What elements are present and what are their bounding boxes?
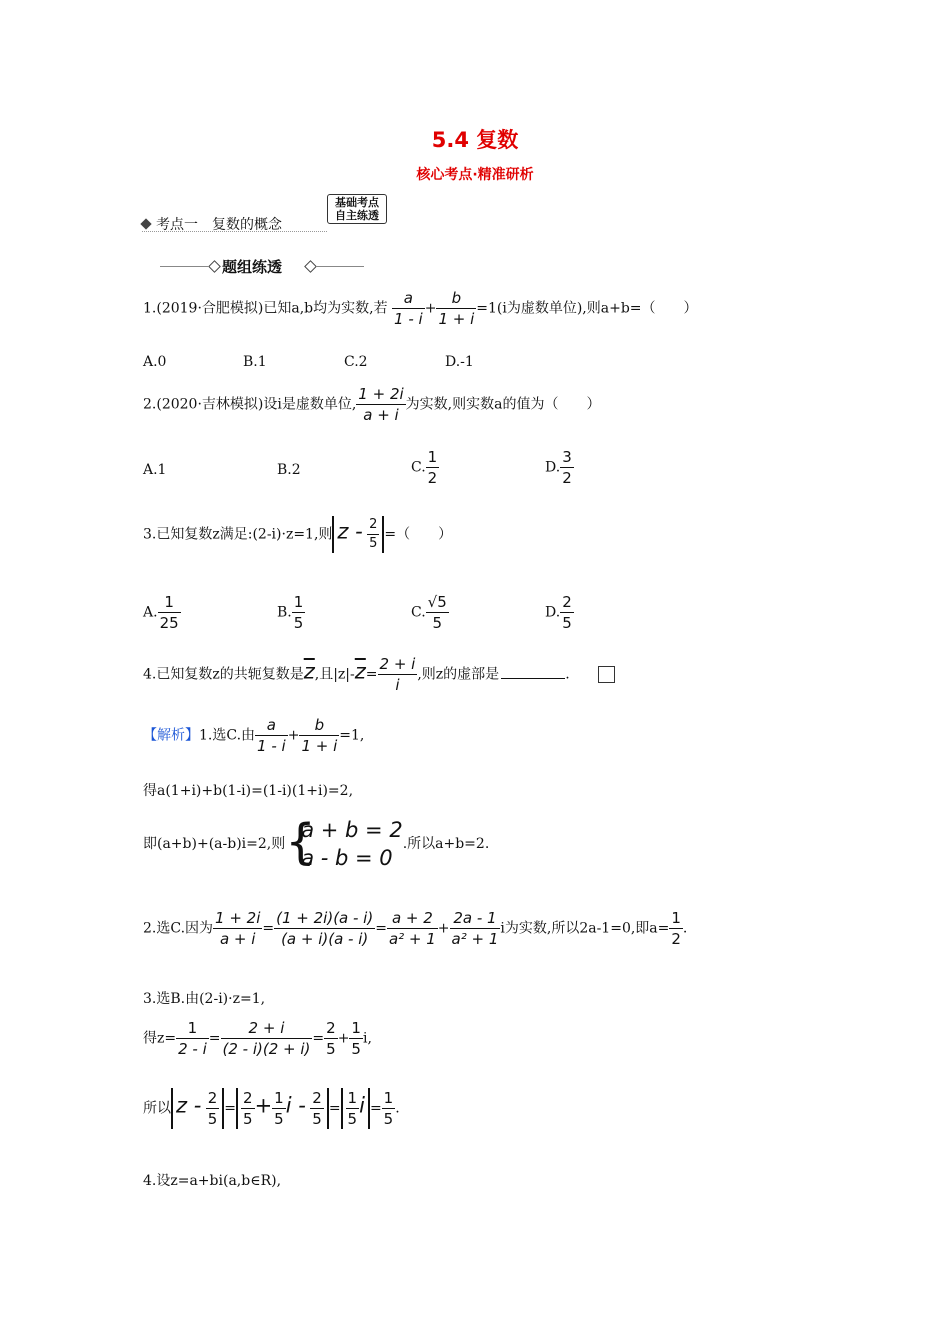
diamond-icon (208, 260, 221, 273)
drill-title: 题组练透 (222, 258, 283, 276)
drill-banner (160, 256, 365, 276)
q2-option-a: A.1 (143, 462, 167, 478)
q3-prefix: 3.已知复数z满足:(2-i)·z=1,则 (143, 526, 333, 543)
solution-2: 2.选C.因为 $\frac{1 + 2i}{a + i}$ = $\frac{(1 + 2i)(a - i)}{(a + i)(a - i)}$ = $\frac{a + 2}{\text{a² + 1}}$ + $\frac{2a - 1}{\text{a² + 1}}$ i为实数,所以2a-1=0,即a= $\frac{1}{2}$ . (143, 909, 688, 948)
q4-prefix: 4.已知复数z的共轭复数是 (143, 666, 304, 683)
solution-1-line-3: 即(a+b)+(a-b)i=2,则 { a + b = 2 a - b = 0 .所以a+b=2. (143, 814, 490, 870)
tag-line-2: 自主练透 (335, 209, 379, 222)
solution-3-line-3: 所以 z - $\frac{2}{5}$ = $\frac{2}{5}$ + $\frac{1}{5}$ i - $\frac{2}{5}$ = $\frac{1}{5}$ i = $\frac{1}{5}$ . (143, 1089, 400, 1128)
equation-system: { a + b = 2 a - b = 0 (285, 814, 403, 870)
q1-fraction-a: $\frac{a}{1 - i}$ (394, 289, 423, 328)
solution-1: 【解析】1.选C.由 $\frac{a}{1 - i}$ + $\frac{b}{1 + i}$ =1, (143, 716, 365, 755)
q3-option-d: D. $\frac{2}{5}$ (545, 593, 572, 632)
q4-suffix: ,则z的虚部是 (417, 666, 500, 683)
q2-option-b: B.2 (277, 462, 301, 478)
q3-option-b: B. $\frac{1}{5}$ (277, 593, 304, 632)
q1-plus: + (424, 300, 437, 317)
q3-option-a: A. $\frac{1}{25}$ (143, 593, 179, 632)
solution-3-line-1: 3.选B.由(2-i)·z=1, (143, 991, 266, 1007)
q1-option-c: C.2 (344, 354, 368, 370)
page-subtitle: 核心考点·精准研析 (416, 167, 534, 183)
solution-1-line-2: 得a(1+i)+b(1-i)=(1-i)(1+i)=2, (143, 783, 354, 799)
answer-blank[interactable] (501, 678, 565, 679)
drill-line-left (160, 266, 208, 267)
question-4: 4.已知复数z的共轭复数是$\overline{z}$,且$|z|-\overline{z}=$ $\frac{2 + i}{i}$ ,则z的虚部是 . (143, 654, 615, 695)
q1-suffix: =1(i为虚数单位),则a+b=（ ） (476, 300, 698, 317)
q1-option-b: B.1 (243, 354, 267, 370)
solution-label: 【解析】 (143, 727, 199, 744)
q1-option-d: D.-1 (445, 354, 474, 370)
section-underline (142, 231, 327, 232)
diamond-icon (140, 218, 151, 229)
q1-fraction-b: $\frac{b}{1 + i}$ (438, 289, 475, 328)
q1-option-a: A.0 (143, 354, 167, 370)
question-3 (143, 516, 452, 553)
q2-prefix: 2.(2020·吉林模拟)设i是虚数单位, (143, 396, 357, 413)
q3-suffix: =（ ） (384, 526, 453, 543)
q2-fraction: $\frac{1 + 2i}{a + i}$ (358, 385, 404, 424)
page-title: 5.4 复数 (431, 128, 519, 152)
q1-prefix: 1.(2019·合肥模拟)已知a,b均为实数,若 (143, 300, 388, 317)
question-2 (143, 384, 600, 425)
checkbox[interactable] (598, 666, 615, 683)
solution-3-line-2: 得z= $\frac{1}{2 - i}$ = $\frac{2 + i}{(2 - i)(2 + i)}$ = $\frac{2}{5}$ + $\frac{1}{5}$ i, (143, 1019, 372, 1058)
tag-line-1: 基础考点 (335, 196, 379, 209)
q2-suffix: 为实数,则实数a的值为（ ） (405, 396, 601, 413)
q2-option-c: C. $\frac{1}{2}$ (411, 448, 438, 487)
q4-zbar: $\overline{z}$ (303, 659, 315, 684)
question-1 (143, 288, 698, 329)
q3-option-c: C. $\frac{√5}{5}$ (411, 593, 447, 632)
section-tag (327, 194, 387, 224)
q3-abs: z - $\frac{2}{5}$ (332, 516, 384, 553)
q2-option-d: D. $\frac{3}{2}$ (545, 448, 572, 487)
drill-line-right (316, 266, 364, 267)
diamond-icon (304, 260, 317, 273)
section-label: 考点一 复数的概念 (156, 217, 282, 233)
solution-4-line-1: 4.设z=a+bi(a,b∈R), (143, 1173, 282, 1189)
